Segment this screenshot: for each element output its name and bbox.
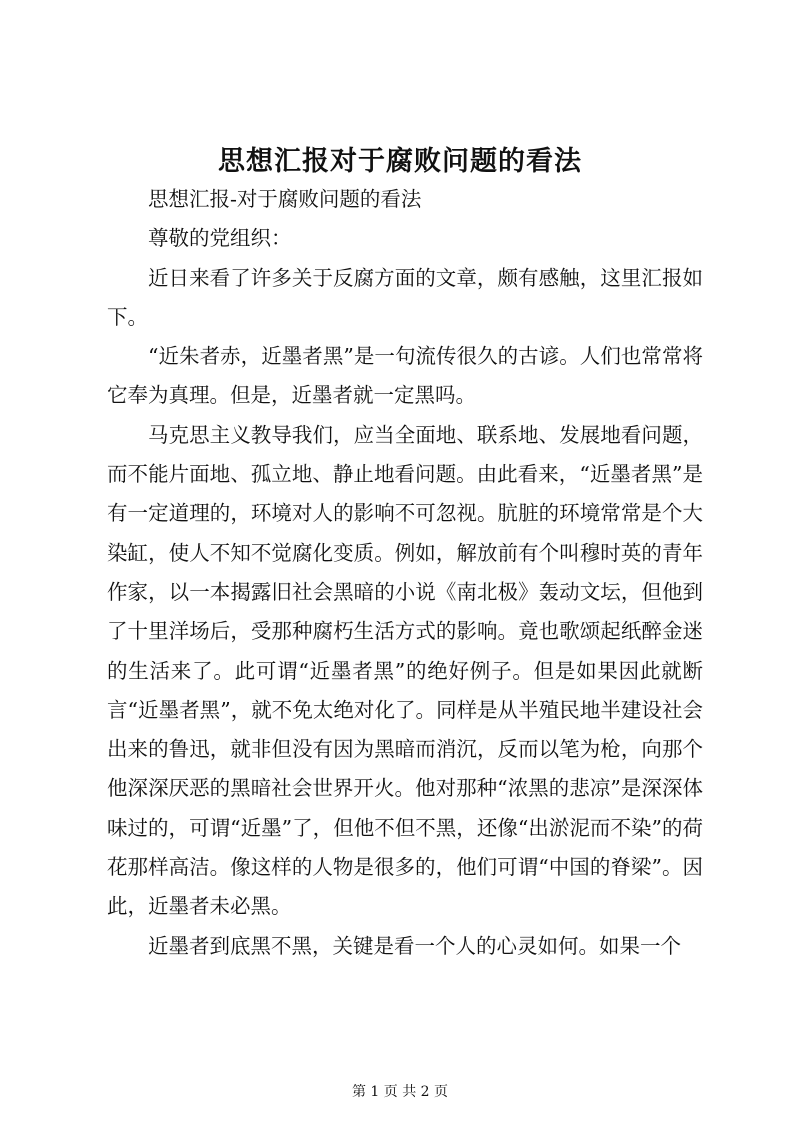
paragraph-proverb: “近朱者赤，近墨者黑”是一句流传很久的古谚。人们也常常将它奉为真理。但是，近墨者就一定黑吗。 (107, 344, 703, 408)
paragraph-salutation: 尊敬的党组织： (148, 226, 292, 251)
paragraph-subtitle: 思想汇报-对于腐败问题的看法 (148, 187, 422, 211)
document-title: 思想汇报对于腐败问题的看法 (218, 146, 582, 177)
paragraph-intro: 近日来看了许多关于反腐方面的文章，颇有感触，这里汇报如下。 (107, 265, 703, 329)
page-footer: 第 1 页 共 2 页 (351, 1084, 449, 1100)
paragraph-conclusion-start: 近墨者到底黑不黑，关键是看一个人的心灵如何。如果一个 (148, 933, 681, 958)
paragraph-analysis: 马克思主义教导我们，应当全面地、联系地、发展地看问题，而不能片面地、孤立地、静止地看问题。由此看来，“近墨者黑”是有一定道理的，环境对人的影响不可忽视。肮脏的环境常常是个大染缸，使人不知不觉腐化变质。例如，解放前有个叫穆时英的青年作家，以一本揭露旧社会黑暗的小说《南北极》轰动文坛，但他到了十里洋场后，受那种腐朽生活方式的影响。竟也歌颂起纸醉金迷的生活来了。此可谓“近墨者黑”的绝好例子。但是如果因此就断言“近墨者黑”，就不免太绝对化了。同样是从半殖民地半建设社会出来的鲁迅，就非但没有因为黑暗而消沉，反而以笔为枪，向那个他深深厌恶的黑暗社会世界开火。他对那种“浓黑的悲凉”是深深体味过的，可谓“近墨”了，但他不但不黑，还像“出淤泥而不染”的荷花那样高洁。像这样的人物是很多的，他们可谓“中国的脊梁”。因此，近墨者未必黑。 (107, 422, 703, 919)
document-body (107, 180, 703, 966)
